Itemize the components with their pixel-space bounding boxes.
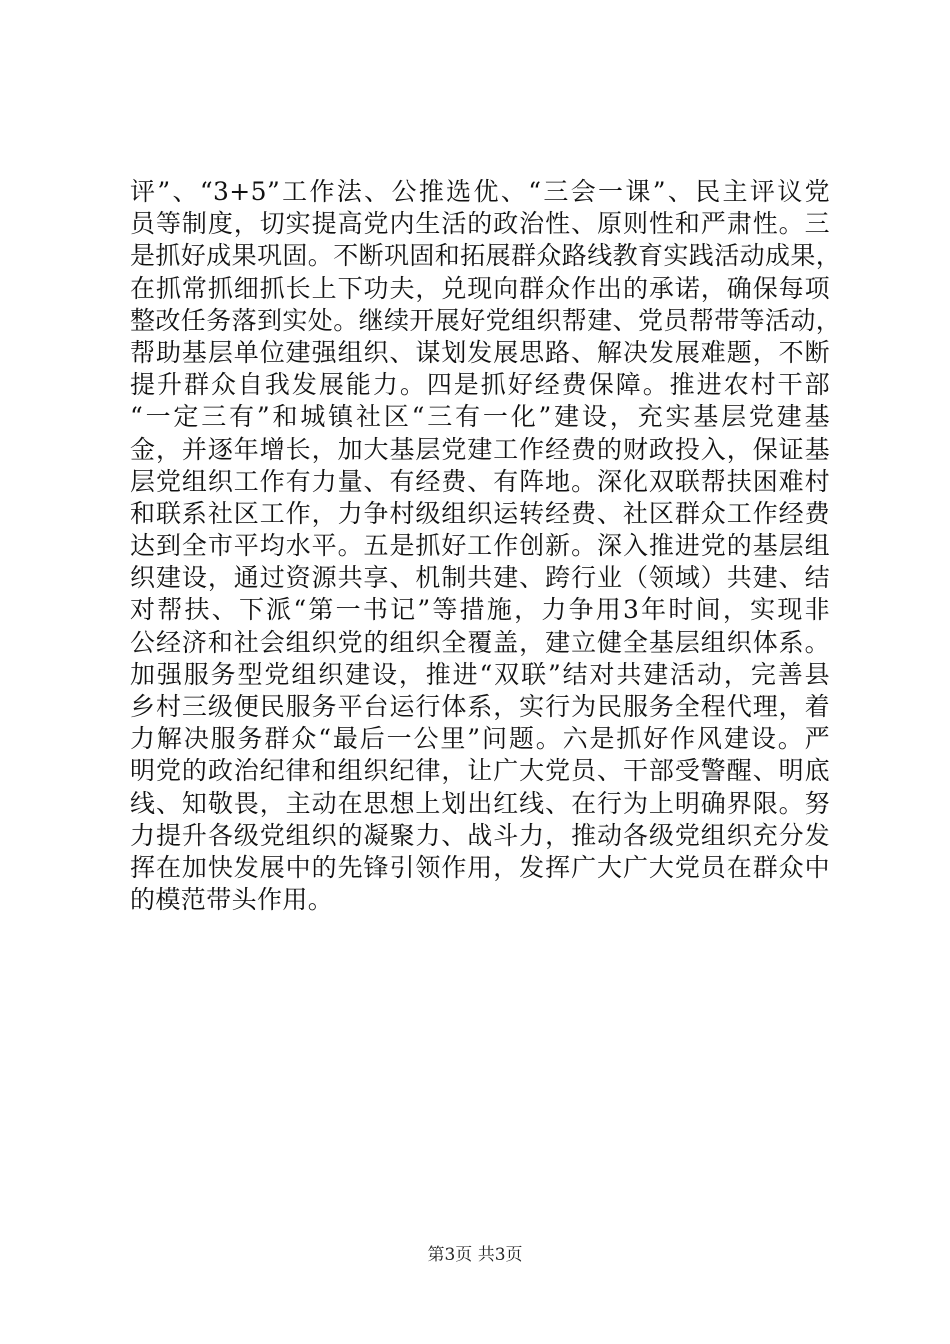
text-line: 挥在加快发展中的先锋引领作用，发挥广大广大党员在群众中	[130, 852, 830, 882]
text-line: 和联系社区工作，力争村级组织运转经费、社区群众工作经费	[130, 498, 830, 528]
text-line: 的模范带头作用。	[130, 885, 334, 915]
text-line: 对帮扶、下派“第一书记”等措施，力争用3年时间，实现非	[130, 595, 830, 625]
text-line: 是抓好成果巩固。不断巩固和拓展群众路线教育实践活动成果，	[130, 241, 842, 271]
text-line: 力提升各级党组织的凝聚力、战斗力，推动各级党组织充分发	[130, 820, 830, 850]
text-line: 力解决服务群众“最后一公里”问题。六是抓好作风建设。严	[130, 724, 830, 754]
text-line: 在抓常抓细抓长上下功夫，兑现向群众作出的承诺，确保每项	[130, 273, 830, 303]
text-line: 金，并逐年增长，加大基层党建工作经费的财政投入，保证基	[130, 434, 830, 464]
page-number-footer: 第3页 共3页	[427, 1245, 523, 1265]
text-line: 层党组织工作有力量、有经费、有阵地。深化双联帮扶困难村	[130, 466, 830, 496]
text-line: 明党的政治纪律和组织纪律，让广大党员、干部受警醒、明底	[130, 756, 830, 786]
text-line: 达到全市平均水平。五是抓好工作创新。深入推进党的基层组	[130, 531, 830, 561]
text-line: 加强服务型党组织建设，推进“双联”结对共建活动，完善县	[130, 659, 830, 689]
text-line: 乡村三级便民服务平台运行体系，实行为民服务全程代理，着	[130, 692, 830, 721]
text-line: 帮助基层单位建强组织、谋划发展思路、解决发展难题，不断	[130, 337, 830, 367]
text-line: 评”、“3+5”工作法、公推选优、“三会一课”、民主评议党	[130, 177, 830, 206]
text-line: 整改任务落到实处。继续开展好党组织帮建、党员帮带等活动，	[130, 305, 842, 335]
text-line: “一定三有”和城镇社区“三有一化”建设，充实基层党建基	[130, 402, 830, 432]
body-paragraph	[130, 176, 842, 916]
text-line: 织建设，通过资源共享、机制共建、跨行业（领域）共建、结	[130, 563, 830, 593]
text-line: 公经济和社会组织党的组织全覆盖，建立健全基层组织体系。	[130, 627, 830, 657]
text-line: 员等制度，切实提高党内生活的政治性、原则性和严肃性。三	[130, 209, 830, 239]
text-line: 线、知敬畏，主动在思想上划出红线、在行为上明确界限。努	[130, 788, 830, 818]
text-line: 提升群众自我发展能力。四是抓好经费保障。推进农村干部	[130, 370, 830, 400]
